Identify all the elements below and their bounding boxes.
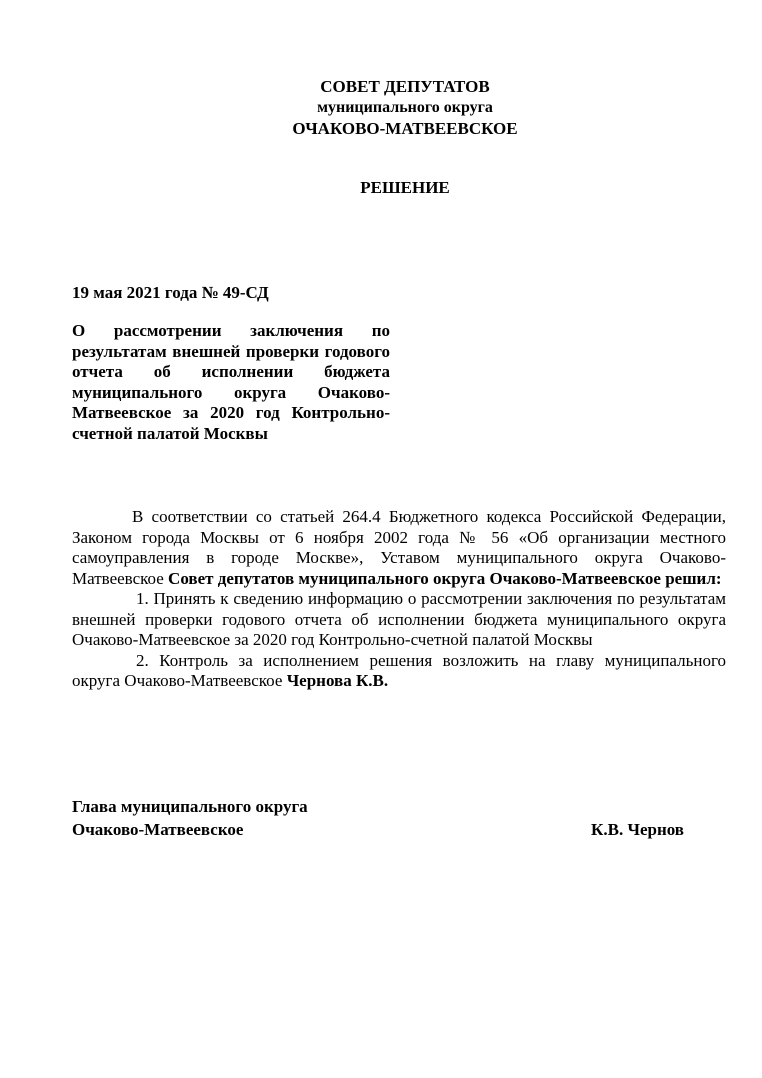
signature-block	[72, 795, 684, 841]
signatory-position-line2: Очаково-Матвеевское	[72, 820, 244, 839]
decision-date-number: 19 мая 2021 года № 49-СД	[72, 283, 269, 302]
item-2-responsible: Чернова К.В.	[286, 671, 389, 690]
preamble-text: В соответствии со статьей 264.4 Бюджетного кодекса Российской Федерации, Законом города Москвы от 6 ноября 2002 года № 56 «Об организации местного самоуправления в городе Москве», Уставом муниципального округа Очаково-Матвеевское	[72, 507, 726, 588]
preamble-paragraph	[72, 507, 726, 589]
district-name: ОЧАКОВО-МАТВЕЕВСКОЕ	[292, 119, 518, 138]
signatory-name: К.В. Чернов	[591, 820, 684, 839]
document-header	[0, 76, 762, 139]
decision-item-2	[72, 651, 726, 692]
signatory-position-line1: Глава муниципального округа	[72, 797, 308, 816]
item-2-text: 2. Контроль за исполнением решения возложить на главу муниципального округа Очаково-Матвеевское	[72, 650, 726, 690]
preamble-resolution: Совет депутатов муниципального округа Очаково-Матвеевское решил:	[168, 568, 722, 588]
document-title: РЕШЕНИЕ	[360, 178, 450, 197]
decision-item-1: 1. Принять к сведению информацию о рассмотрении заключения по результатам внешней проверки годового отчета об исполнении бюджета муниципального округа Очаково-Матвеевское за 2020 год Контрольно-счетной палатой Москвы	[72, 589, 726, 649]
council-name: СОВЕТ ДЕПУТАТОВ	[320, 77, 490, 96]
decision-subject: О рассмотрении заключения по результатам внешней проверки годового отчета об исполнении бюджета муниципального округа Очаково-Матвеевское за 2020 год Контрольно-счетной палатой Москвы	[72, 321, 390, 443]
district-label: муниципального округа	[317, 99, 493, 116]
decision-body	[72, 507, 726, 692]
signature-row	[72, 818, 684, 841]
